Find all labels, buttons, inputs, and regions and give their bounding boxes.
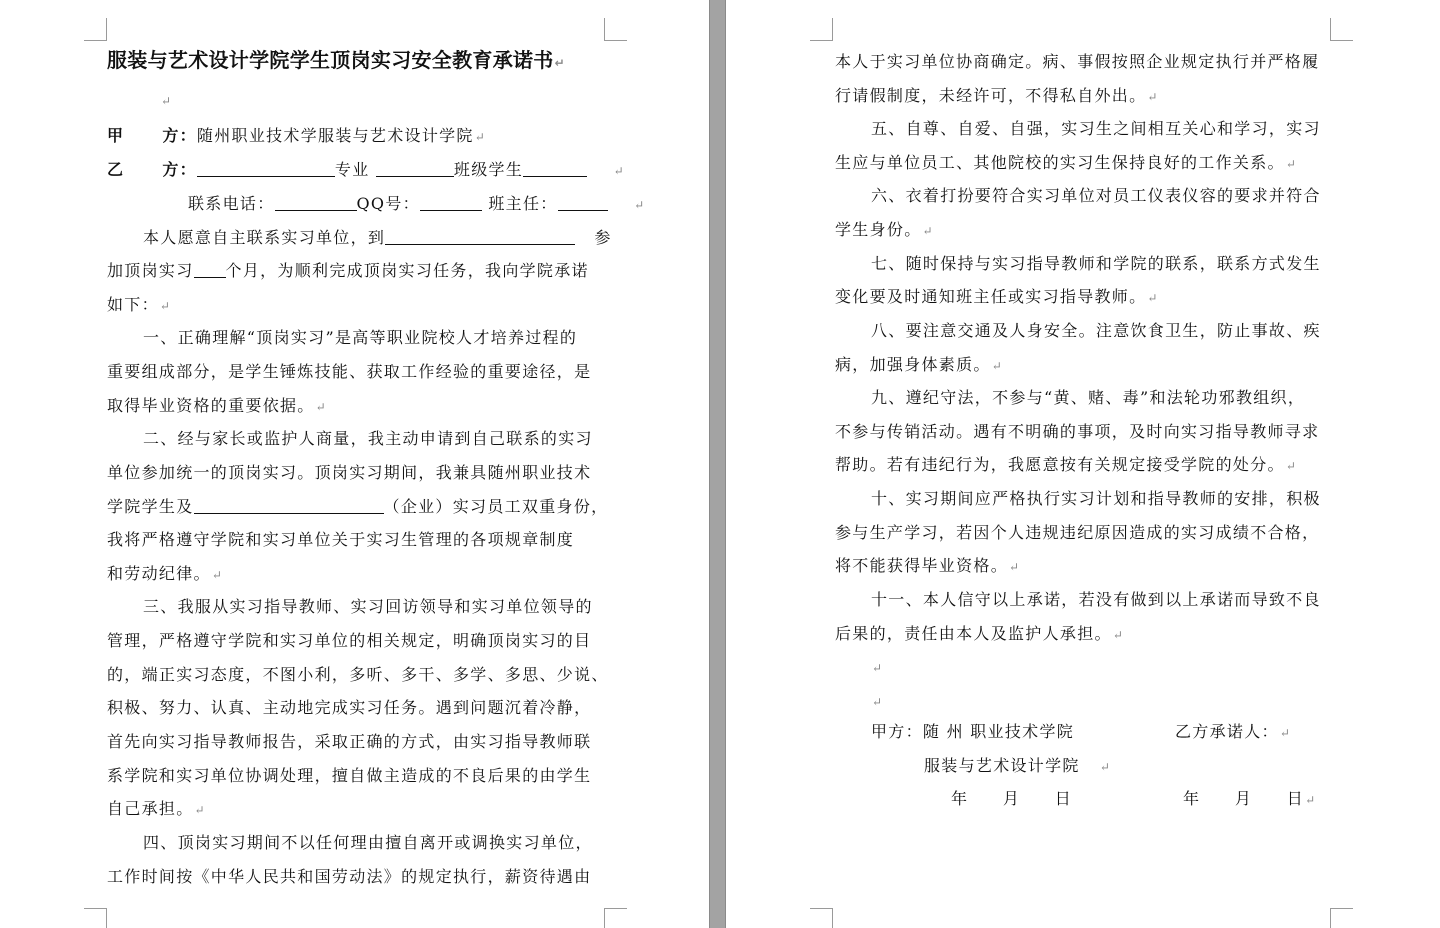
unit-blank[interactable] xyxy=(385,228,575,245)
document-title: 服装与艺术设计学院学生顶岗实习安全教育承诺书 ↵ xyxy=(107,48,565,75)
paragraph-line: 将不能获得毕业资格。 ↵ xyxy=(835,556,1019,577)
paragraph-line: 参与生产学习，若因个人违规违纪原因造成的实习成绩不合格， xyxy=(835,523,1320,542)
paragraph-line: 十一、本人信守以上承诺，若没有做到以上承诺而导致不良 xyxy=(871,590,1321,609)
crop-mark xyxy=(1330,908,1353,928)
paragraph-line: 单位参加统一的顶岗实习。顶岗实习期间，我兼具随州职业技术 xyxy=(107,463,592,482)
name-blank[interactable] xyxy=(197,160,335,177)
phone-label: 联系电话： xyxy=(188,194,275,213)
paragraph-line: 不参与传销活动。遇有不明确的事项，及时向实习指导教师寻求 xyxy=(835,422,1320,441)
paragraph-line: 系学院和实习单位协调处理，擅自做主造成的不良后果的由学生 xyxy=(107,766,592,785)
paragraph-line: 六、衣着打扮要符合实习单位对员工仪表仪容的要求并符合 xyxy=(871,186,1321,205)
paragraph-line: 五、自尊、自爱、自强，实习生之间相互关心和学习，实习 xyxy=(871,119,1321,138)
paragraph-line: 变化要及时通知班主任或实习指导教师。 ↵ xyxy=(835,287,1157,308)
crop-mark xyxy=(810,18,833,41)
paragraph-line: 的，端正实习态度，不图小利，多听、多干、多学、多思、少说、 xyxy=(107,665,609,684)
signature-party-a-college: 服装与艺术设计学院 ↵ xyxy=(924,756,1110,777)
paragraph-line: 积极、努力、认真、主动地完成实习任务。遇到问题沉着冷静， xyxy=(107,698,592,717)
paragraph-line: 加顶岗实习 个月，为顺利完成顶岗实习任务，我向学院承诺 xyxy=(107,261,589,280)
paragraph-line: 取得毕业资格的重要依据。 ↵ xyxy=(107,396,326,417)
party-b-label: 乙 xyxy=(107,160,125,179)
party-a-value: 随州职业技术学服装与艺术设计学院 xyxy=(196,126,474,145)
months-blank[interactable] xyxy=(194,261,226,278)
qq-blank[interactable] xyxy=(420,194,482,211)
party-a-label: 甲 xyxy=(107,126,125,145)
class-label: 班级学生 xyxy=(453,160,524,179)
paragraph-line: 帮助。若有违纪行为，我愿意按有关规定接受学院的处分。 ↵ xyxy=(835,455,1296,476)
qq-label: QQ号： xyxy=(356,194,420,213)
paragraph-line: 三、我服从实习指导教师、实习回访领导和实习单位领导的 xyxy=(143,597,593,616)
empty-paragraph xyxy=(160,90,171,111)
paragraph-line: 二、经与家长或监护人商量，我主动申请到自己联系的实习 xyxy=(143,429,593,448)
paragraph-line: 重要组成部分，是学生锤炼技能、获取工作经验的重要途径，是 xyxy=(107,362,592,381)
paragraph-line: 如下： ↵ xyxy=(107,295,170,316)
paragraph-line: 工作时间按《中华人民共和国劳动法》的规定执行，薪资待遇由 xyxy=(107,867,592,886)
paragraph-line: 生应与单位员工、其他院校的实习生保持良好的工作关系。 ↵ xyxy=(835,153,1296,174)
class-blank[interactable] xyxy=(523,160,587,177)
crop-mark xyxy=(604,908,627,928)
page-gutter xyxy=(709,0,726,928)
paragraph-line: 一、正确理解“顶岗实习”是高等职业院校人才培养过程的 xyxy=(143,328,578,347)
empty-paragraph xyxy=(871,657,882,678)
date-party-b: 年 月 日 ↵ xyxy=(1183,789,1315,810)
phone-blank[interactable] xyxy=(275,194,357,211)
major-label: 专业 xyxy=(334,160,370,179)
paragraph-line: 行请假制度，未经许可，不得私自外出。 ↵ xyxy=(835,86,1157,107)
paragraph-line: 七、随时保持与实习指导教师和学院的联系，联系方式发生 xyxy=(871,254,1321,273)
party-a-line: 甲 方：随州职业技术学服装与艺术设计学院 ↵ xyxy=(107,126,485,147)
paragraph-line: 四、顶岗实习期间不以任何理由擅自离开或调换实习单位， xyxy=(143,833,593,852)
company-blank[interactable] xyxy=(194,497,384,514)
teacher-blank[interactable] xyxy=(558,194,608,211)
signature-party-a: 甲方：随 州 职业技术学院 xyxy=(871,722,1075,741)
crop-mark xyxy=(84,908,107,928)
crop-mark xyxy=(810,908,833,928)
paragraph-line: 九、遵纪守法，不参与“黄、赌、毒”和法轮功邪教组织， xyxy=(871,388,1306,407)
document-page-right xyxy=(726,0,1440,928)
paragraph-line: 本人愿意自主联系实习单位，到 参 xyxy=(143,228,612,247)
date-party-a: 年 月 日 xyxy=(951,789,1073,808)
paragraph-line: 学生身份。 ↵ xyxy=(835,220,933,241)
paragraph-line: 病，加强身体素质。 ↵ xyxy=(835,355,1002,376)
contact-line xyxy=(188,194,644,215)
party-b-line: 乙 方： 专业 班级学生 ↵ xyxy=(107,160,624,181)
paragraph-line: 后果的，责任由本人及监护人承担。 ↵ xyxy=(835,624,1123,645)
paragraph-line: 首先向实习指导教师报告，采取正确的方式，由实习指导教师联 xyxy=(107,732,592,751)
crop-mark xyxy=(1330,18,1353,41)
paragraph-line: 本人于实习单位协商确定。病、事假按照企业规定执行并严格履 xyxy=(835,52,1320,71)
document-page-left xyxy=(0,0,709,928)
teacher-label: 班主任： xyxy=(488,194,558,213)
major-blank[interactable] xyxy=(376,160,454,177)
paragraph-line: 我将严格遵守学院和实习单位关于实习生管理的各项规章制度 xyxy=(107,530,575,549)
paragraph-line: 八、要注意交通及人身安全。注意饮食卫生，防止事故、疾 xyxy=(871,321,1321,340)
empty-paragraph xyxy=(871,691,882,712)
paragraph-line: 自己承担。 ↵ xyxy=(107,799,205,820)
paragraph-line: 管理，严格遵守学院和实习单位的相关规定，明确顶岗实习的目 xyxy=(107,631,592,650)
signature-party-b: 乙方承诺人： ↵ xyxy=(1175,722,1290,743)
paragraph-line: 十、实习期间应严格执行实习计划和指导教师的安排，积极 xyxy=(871,489,1321,508)
paragraph-line: 学院学生及 （企业）实习员工双重身份， xyxy=(107,497,609,516)
paragraph-line: 和劳动纪律。 ↵ xyxy=(107,564,222,585)
crop-mark xyxy=(604,18,627,41)
crop-mark xyxy=(84,18,107,41)
